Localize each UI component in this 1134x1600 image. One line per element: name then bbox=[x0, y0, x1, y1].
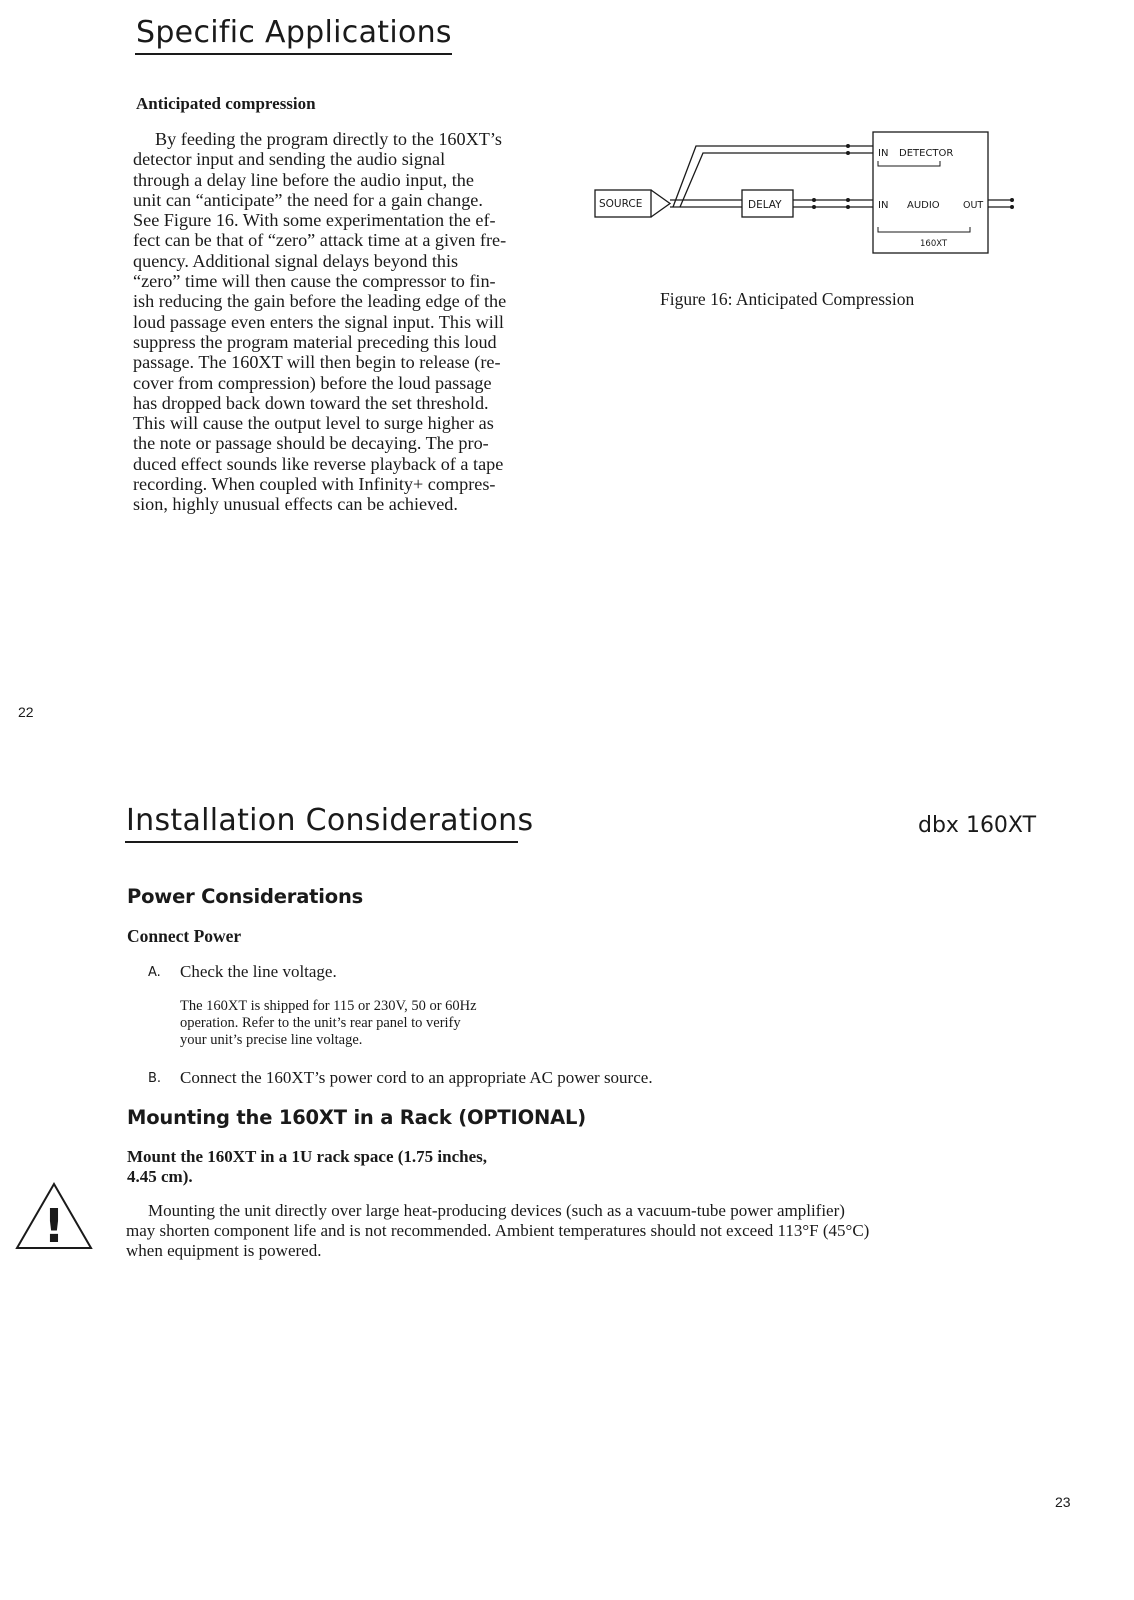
detector-in-label: IN bbox=[878, 148, 889, 159]
text-line: through a delay line before the audio input, the bbox=[133, 169, 474, 190]
detector-label: DETECTOR bbox=[899, 148, 954, 159]
warning-line: when equipment is powered. bbox=[126, 1241, 322, 1260]
delay-label: DELAY bbox=[748, 199, 782, 211]
text-line: “zero” time will then cause the compressor to fin- bbox=[133, 271, 496, 292]
unit-label: 160XT bbox=[920, 239, 948, 249]
page-title: Specific Applications bbox=[136, 15, 452, 50]
text-line: sion, highly unusual effects can be achieved. bbox=[133, 494, 458, 515]
mount-sub-line: 4.45 cm). bbox=[127, 1167, 193, 1186]
text-line: quency. Additional signal delays beyond this bbox=[133, 250, 459, 271]
text-line: By feeding the program directly to the 160XT’s bbox=[155, 129, 502, 149]
text-line: See Figure 16. With some experimentation the ef- bbox=[133, 210, 496, 231]
text-line: the note or passage should be decaying. The pro- bbox=[133, 433, 489, 454]
title-underline bbox=[125, 841, 518, 843]
voltage-note bbox=[180, 998, 580, 1049]
title-underline bbox=[135, 53, 452, 55]
source-label: SOURCE bbox=[599, 198, 643, 210]
figure-caption: Figure 16: Anticipated Compression bbox=[660, 289, 915, 309]
out-label: OUT bbox=[963, 200, 984, 211]
text-line: ish reducing the gain before the leading edge of the bbox=[133, 291, 507, 312]
page-number: 23 bbox=[1055, 1494, 1071, 1510]
page-number: 22 bbox=[18, 704, 34, 720]
power-heading: Power Considerations bbox=[127, 885, 364, 908]
step-text: Check the line voltage. bbox=[180, 962, 337, 981]
note-line: your unit’s precise line voltage. bbox=[180, 1032, 363, 1048]
warning-icon bbox=[14, 1180, 94, 1252]
mount-subheading bbox=[127, 1147, 487, 1187]
warning-line: may shorten component life and is not recommended. Ambient temperatures should not exceed 113°F (45°C) bbox=[126, 1221, 870, 1240]
text-line: duced effect sounds like reverse playback of a tape bbox=[133, 453, 504, 474]
page-title: Installation Considerations bbox=[126, 803, 534, 838]
connect-power-heading: Connect Power bbox=[127, 926, 242, 946]
step-letter: A. bbox=[148, 965, 161, 980]
warning-text bbox=[126, 1201, 1026, 1261]
text-line: fect can be that of “zero” attack time at a given fre- bbox=[133, 230, 507, 251]
text-line: detector input and sending the audio signal bbox=[133, 149, 446, 170]
section-heading: Anticipated compression bbox=[136, 94, 316, 113]
warning-line: Mounting the unit directly over large heat-producing devices (such as a vacuum-tube power amplifier) bbox=[148, 1201, 845, 1220]
text-line: cover from compression) before the loud passage bbox=[133, 372, 492, 393]
mount-sub-line: Mount the 160XT in a 1U rack space (1.75 inches, bbox=[127, 1147, 487, 1166]
step-letter: B. bbox=[148, 1071, 162, 1086]
brand-label: dbx 160XT bbox=[918, 813, 1037, 838]
warning-glyph: ! bbox=[43, 1199, 65, 1252]
text-line: passage. The 160XT will then begin to release (re- bbox=[133, 352, 501, 373]
note-line: operation. Refer to the unit’s rear panel to verify bbox=[180, 1015, 461, 1031]
mount-heading: Mounting the 160XT in a Rack (OPTIONAL) bbox=[127, 1106, 586, 1129]
step-text: Connect the 160XT’s power cord to an appropriate AC power source. bbox=[180, 1068, 653, 1087]
text-line: loud passage even enters the signal input. This will bbox=[133, 311, 504, 332]
text-line: suppress the program material preceding this loud bbox=[133, 331, 497, 352]
anticipated-compression-diagram bbox=[590, 125, 1030, 265]
note-line: The 160XT is shipped for 115 or 230V, 50 or 60Hz bbox=[180, 998, 477, 1014]
body-text bbox=[133, 129, 573, 515]
text-line: has dropped back down toward the set threshold. bbox=[133, 392, 489, 413]
text-line: This will cause the output level to surge higher as bbox=[133, 413, 494, 434]
audio-in-label: IN bbox=[878, 200, 889, 211]
text-line: recording. When coupled with Infinity+ compres- bbox=[133, 474, 496, 495]
audio-label: AUDIO bbox=[907, 200, 940, 211]
text-line: unit can “anticipate” the need for a gain change. bbox=[133, 189, 483, 210]
